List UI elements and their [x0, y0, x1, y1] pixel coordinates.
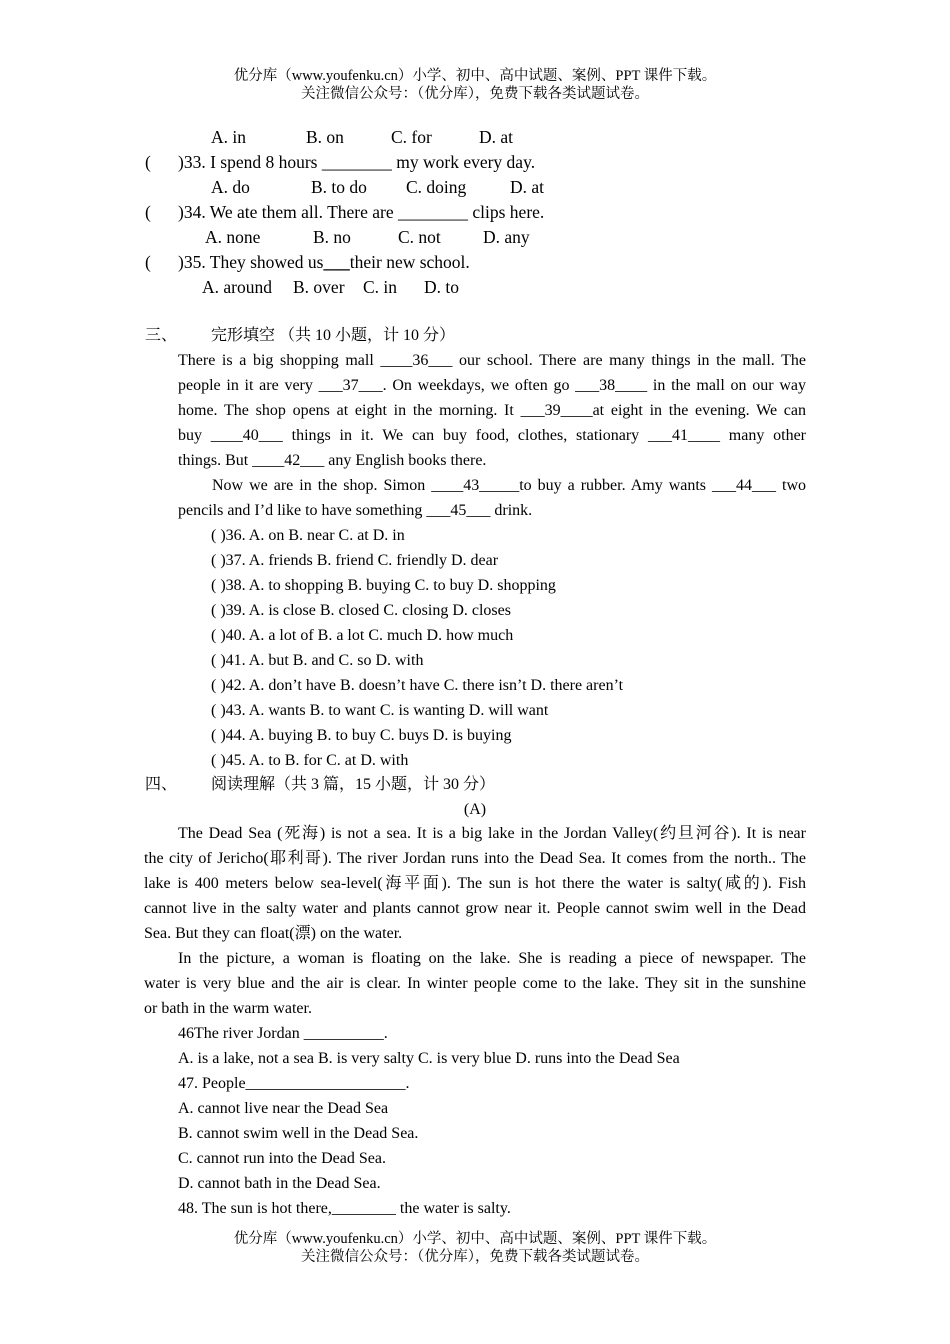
q47-option-b: B. cannot swim well in the Dead Sea. — [178, 1125, 419, 1142]
reading-paragraph-2 — [144, 946, 806, 1021]
part4-title: 阅读理解（共 3 篇，15 小题，计 30 分） — [211, 776, 496, 793]
cloze-question: ( )40. A. a lot of B. a lot C. much D. how much — [211, 627, 514, 644]
reading-p1-line: Sea. But they can float(漂) on the water. — [144, 925, 403, 942]
page-header — [0, 67, 950, 103]
reading-p1-line: The Dead Sea (死海) is not a sea. It is a big lake in the Jordan Valley(约旦河谷). It is near — [178, 825, 806, 842]
reading-p2-line: water is very blue and the air is clear. In winter people come to the lake. They sit in the sunshine — [144, 975, 806, 992]
part3-title: 完形填空 （共 10 小题，计 10 分） — [211, 327, 456, 344]
cloze-question: ( )39. A. is close B. closed C. closing D. closes — [211, 602, 511, 619]
cloze-p2-line: pencils and I’d like to have something ___45___ drink. — [178, 502, 533, 519]
q33-option-b: B. to do — [311, 177, 367, 197]
cloze-question: ( )43. A. wants B. to want C. is wanting D. will want — [211, 702, 549, 719]
reading-p2-line: or bath in the warm water. — [144, 1000, 312, 1017]
q33-option-d: D. at — [510, 177, 545, 197]
q35-stem-a: )35. They showed us — [178, 252, 324, 272]
q35-blank: ___ — [323, 252, 350, 272]
q35-stem-b: their new school. — [349, 252, 470, 272]
q47-stem: 47. People____________________. — [178, 1075, 410, 1092]
q33-options — [211, 177, 544, 197]
cloze-question: ( )44. A. buying B. to buy C. buys D. is buying — [211, 727, 512, 744]
cloze-question: ( )37. A. friends B. friend C. friendly D. dear — [211, 552, 499, 569]
q35-option-a: A. around — [202, 277, 272, 297]
footer-line-1: 优分库（www.youfenku.cn）小学、初中、高中试题、案例、PPT 课件下载。 — [233, 1231, 717, 1247]
q33-stem: )33. I spend 8 hours ________ my work every day. — [178, 152, 536, 172]
cloze-question: ( )38. A. to shopping B. buying C. to buy D. shopping — [211, 577, 556, 594]
cloze-p1-line: people in it are very ___37___. On weekdays, we often go ___38____ in the mall on our way — [178, 377, 806, 394]
reading-p1-line: lake is 400 meters below sea-level(海平面). The sun is hot there the water is salty(咸的). Fish — [144, 875, 806, 892]
q35-stem — [178, 252, 470, 272]
q34-stem: )34. We ate them all. There are ________ clips here. — [178, 202, 545, 222]
q33-paren: ( — [145, 152, 151, 172]
q35-option-c: C. in — [363, 277, 398, 297]
q32-option-b: B. on — [306, 127, 344, 147]
q34-paren: ( — [145, 202, 151, 222]
header-line-2: 关注微信公众号：（优分库），免费下载各类试题试卷。 — [301, 86, 649, 102]
reading-paragraph-1 — [144, 821, 806, 946]
cloze-question: ( )36. A. on B. near C. at D. in — [211, 527, 405, 544]
q35-option-b: B. over — [293, 277, 345, 297]
cloze-p2-line: Now we are in the shop. Simon ____43_____to buy a rubber. Amy wants ___44___ two — [212, 477, 806, 494]
q46-options: A. is a lake, not a sea B. is very salty C. is very blue D. runs into the Dead Sea — [178, 1050, 680, 1067]
cloze-p1-line: buy ____40___ things in it. We can buy food, clothes, stationary ___41____ many other — [178, 427, 806, 444]
part3-number: 三、 — [145, 327, 178, 344]
q35-options — [202, 277, 459, 297]
reading-p1-line: the city of Jericho(耶利哥). The river Jordan runs into the Dead Sea. It comes from the north.. The — [144, 850, 806, 867]
q47-option-d: D. cannot bath in the Dead Sea. — [178, 1175, 381, 1192]
q33-option-a: A. do — [211, 177, 250, 197]
passage-label: (A) — [463, 801, 487, 818]
cloze-question: ( )41. A. but B. and C. so D. with — [211, 652, 424, 669]
q34-option-c: C. not — [398, 227, 441, 247]
q34-options — [205, 227, 530, 247]
cloze-question: ( )42. A. don’t have B. doesn’t have C. there isn’t D. there aren’t — [211, 677, 624, 694]
q47-option-a: A. cannot live near the Dead Sea — [178, 1100, 389, 1117]
reading-p1-line: cannot live in the salty water and plants cannot grow near it. People cannot swim well in the Dead — [144, 900, 806, 917]
part4-number: 四、 — [145, 776, 178, 793]
header-line-1: 优分库（www.youfenku.cn）小学、初中、高中试题、案例、PPT 课件下载。 — [233, 68, 717, 84]
q48-stem: 48. The sun is hot there,________ the water is salty. — [178, 1200, 511, 1217]
q33-option-c: C. doing — [406, 177, 467, 197]
q35-paren: ( — [145, 252, 151, 272]
q47-option-c: C. cannot run into the Dead Sea. — [178, 1150, 386, 1167]
q46-stem: 46The river Jordan __________. — [178, 1025, 388, 1042]
q34-option-a: A. none — [205, 227, 261, 247]
cloze-p1-line: things. But ____42___ any English books there. — [178, 452, 487, 469]
q34-option-b: B. no — [313, 227, 351, 247]
footer-line-2: 关注微信公众号：（优分库），免费下载各类试题试卷。 — [301, 1249, 649, 1265]
page-footer — [0, 1230, 950, 1266]
q32-option-c: C. for — [391, 127, 432, 147]
cloze-p1-line: home. The shop opens at eight in the morning. It ___39____at eight in the evening. We can — [178, 402, 806, 419]
cloze-paragraph-2 — [178, 473, 806, 523]
reading-p2-line: In the picture, a woman is floating on the lake. She is reading a piece of newspaper. The — [178, 950, 806, 967]
cloze-paragraph-1 — [178, 348, 806, 473]
q32-option-d: D. at — [479, 127, 514, 147]
cloze-p1-line: There is a big shopping mall ____36___ our school. There are many things in the mall. The — [178, 352, 806, 369]
q35-option-d: D. to — [424, 277, 459, 297]
q32-option-a: A. in — [211, 127, 246, 147]
q34-option-d: D. any — [483, 227, 530, 247]
q32-options — [211, 127, 513, 147]
cloze-question: ( )45. A. to B. for C. at D. with — [211, 752, 409, 769]
